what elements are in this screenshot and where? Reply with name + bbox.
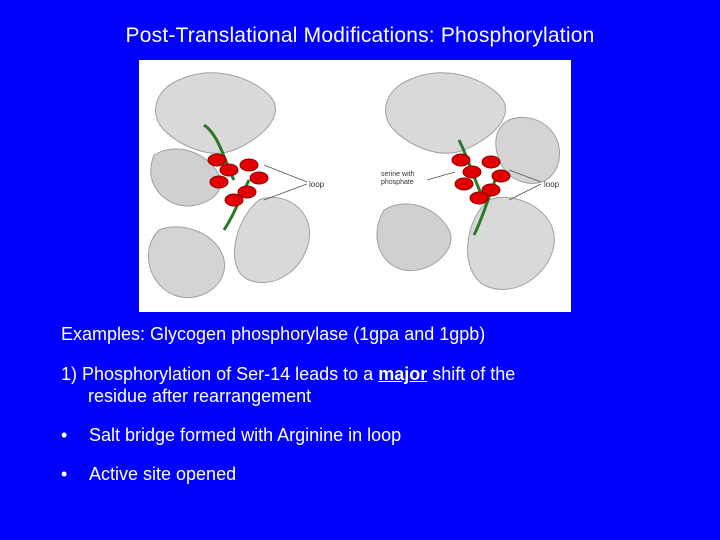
serine-label-line1: serine with xyxy=(381,171,415,178)
bullet-item xyxy=(61,424,701,446)
bullet-text: Active site opened xyxy=(89,464,237,484)
examples-line: Examples: Glycogen phosphorylase (1gpa and 1gpb) xyxy=(61,324,486,344)
point1-continuation: residue after rearrangement xyxy=(88,386,312,406)
protein-structure-figure xyxy=(139,60,571,312)
slide-title: Post-Translational Modifications: Phosphorylation xyxy=(125,24,595,47)
loop-label-left: loop xyxy=(309,180,325,189)
serine-label-line2: phosphate xyxy=(381,179,414,186)
bullet-symbol: • xyxy=(61,425,68,445)
numbered-point-1 xyxy=(61,363,701,407)
bullet-symbol: • xyxy=(61,464,68,484)
point1-line1 xyxy=(61,363,701,385)
point1-prefix: 1) Phosphorylation of Ser-14 leads to a xyxy=(61,364,379,384)
point1-suffix: shift of the xyxy=(427,364,516,384)
bullet-text: Salt bridge formed with Arginine in loop xyxy=(89,425,402,445)
slide-body xyxy=(61,318,701,485)
loop-label-right: loop xyxy=(544,180,560,189)
protein-structure-left xyxy=(148,73,309,298)
bullet-item xyxy=(61,463,701,485)
point1-emphasis: major xyxy=(378,364,428,384)
